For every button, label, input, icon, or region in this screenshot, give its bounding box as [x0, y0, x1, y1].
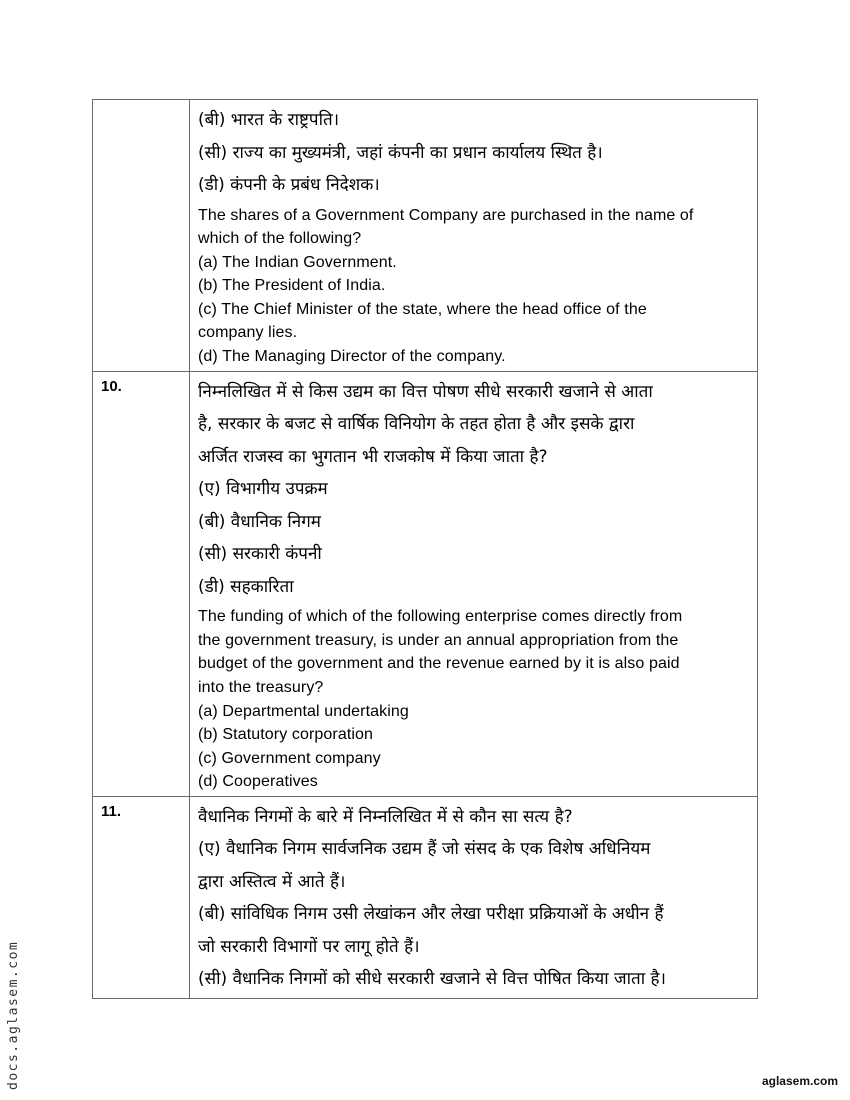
hindi-line: है, सरकार के बजट से वार्षिक विनियोग के तहत होता है और इसके द्वारा: [198, 414, 635, 435]
english-line: company lies.: [198, 324, 298, 342]
english-line: into the treasury?: [198, 678, 324, 696]
english-line: (b) The President of India.: [198, 277, 386, 295]
question-row: [93, 100, 758, 372]
hindi-line: (बी) भारत के राष्ट्रपति।: [198, 110, 340, 130]
question-row: [93, 371, 758, 796]
question-content: [190, 796, 758, 998]
hindi-line: अर्जित राजस्व का भुगतान भी राजकोष में किया जाता है?: [198, 446, 548, 467]
english-line: (d) The Managing Director of the company.: [198, 348, 506, 366]
hindi-line: (डी) कंपनी के प्रबंध निदेशक।: [198, 175, 380, 195]
hindi-line: वैधानिक निगमों के बारे में निम्नलिखित में से कौन सा सत्य है?: [198, 806, 573, 827]
footer-brand: aglasem.com: [761, 1074, 838, 1088]
english-line: The funding of which of the following enterprise comes directly from: [198, 608, 683, 626]
english-line: which of the following?: [198, 230, 362, 248]
question-number: [93, 100, 190, 372]
hindi-line: द्वारा अस्तित्व में आते हैं।: [198, 871, 346, 892]
english-line: (a) The Indian Government.: [198, 253, 397, 271]
english-line: (a) Departmental undertaking: [198, 702, 409, 720]
side-watermark: docs.aglasem.com: [6, 940, 21, 1090]
hindi-line: (डी) सहकारिता: [198, 576, 294, 597]
english-line: budget of the government and the revenue earned by it is also paid: [198, 655, 680, 673]
question-content: [190, 371, 758, 796]
hindi-line: (ए) वैधानिक निगम सार्वजनिक उद्यम हैं जो संसद के एक विशेष अधिनियम: [198, 839, 651, 860]
english-line: (c) Government company: [198, 749, 381, 767]
question-table: [92, 99, 758, 999]
hindi-line: जो सरकारी विभागों पर लागू होते हैं।: [198, 936, 420, 957]
hindi-line: निम्नलिखित में से किस उद्यम का वित्त पोषण सीधे सरकारी खजाने से आता: [198, 381, 653, 402]
hindi-line: (सी) वैधानिक निगमों को सीधे सरकारी खजाने से वित्त पोषित किया जाता है।: [198, 969, 666, 990]
hindi-line: (ए) विभागीय उपक्रम: [198, 479, 328, 500]
hindi-line: (बी) वैधानिक निगम: [198, 511, 321, 532]
question-content: [190, 100, 758, 372]
question-row: [93, 796, 758, 998]
english-line: (d) Cooperatives: [198, 773, 318, 791]
hindi-line: (बी) सांविधिक निगम उसी लेखांकन और लेखा परीक्षा प्रक्रियाओं के अधीन हैं: [198, 904, 664, 925]
english-line: the government treasury, is under an annual appropriation from the: [198, 631, 679, 649]
english-line: The shares of a Government Company are purchased in the name of: [198, 206, 694, 224]
english-line: (b) Statutory corporation: [198, 726, 374, 744]
english-line: (c) The Chief Minister of the state, where the head office of the: [198, 300, 647, 318]
hindi-line: (सी) सरकारी कंपनी: [198, 544, 322, 565]
question-number: 11.: [93, 796, 190, 998]
question-number: 10.: [93, 371, 190, 796]
hindi-line: (सी) राज्य का मुख्यमंत्री, जहां कंपनी का प्रधान कार्यालय स्थित है।: [198, 142, 603, 163]
